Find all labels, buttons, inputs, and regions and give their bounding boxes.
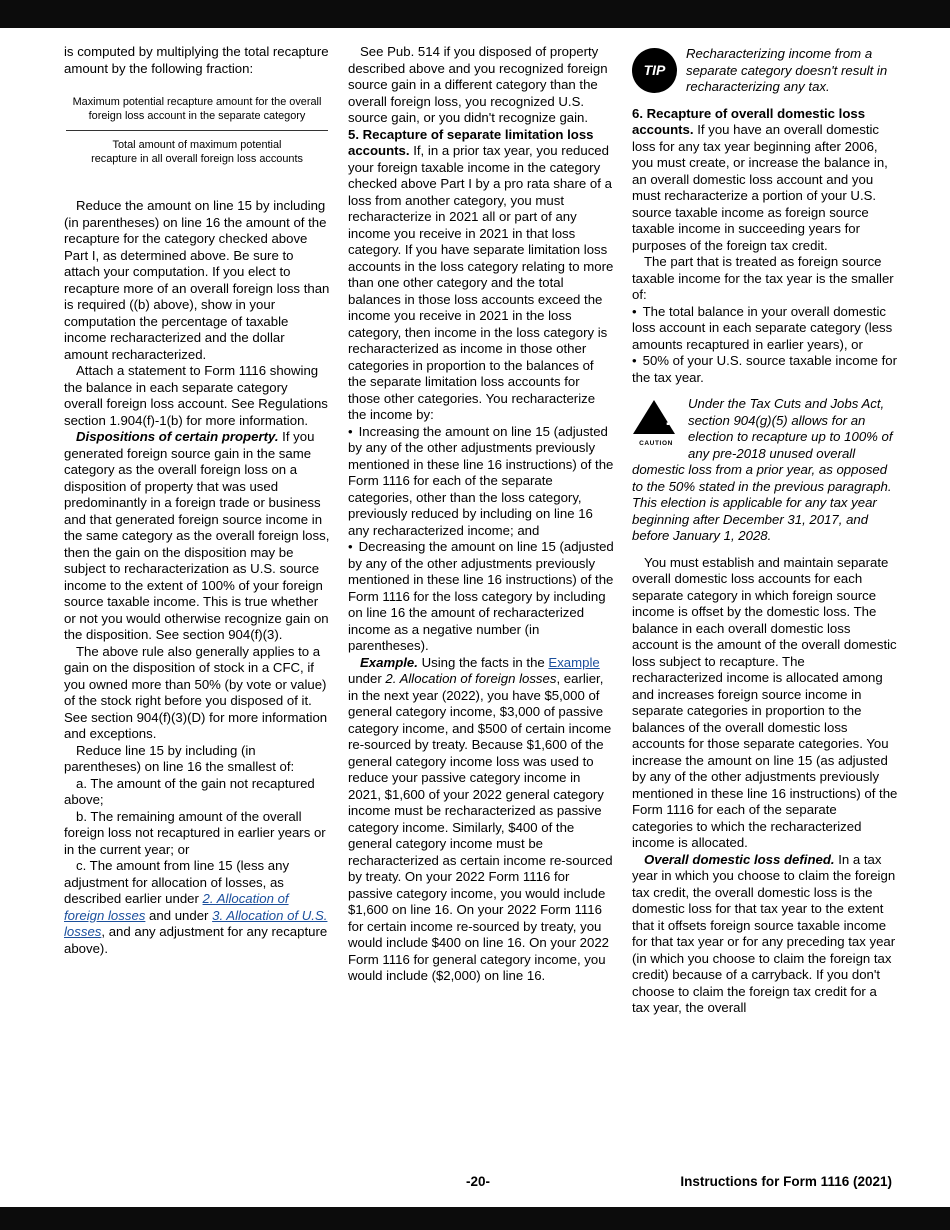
tip-text: Recharacterizing income from a separate category doesn't result in recharacterizing any tax. bbox=[686, 46, 888, 94]
list-item-c bbox=[64, 858, 330, 957]
tip-icon-label: TIP bbox=[643, 62, 666, 79]
page-number: -20- bbox=[465, 1174, 491, 1189]
paragraph-attach-statement: Attach a statement to Form 1116 showing the balance in each separate category overall foreign loss account. See Regulations section 1.904(f)-1(b) for more information. bbox=[64, 363, 328, 428]
link-allocation-of-us-losses[interactable]: 3. Allocation of U.S. losses bbox=[64, 907, 328, 939]
bullet-text: The total balance in your overall domestic loss account in each separate category (less amounts recaptured in earlier years), or bbox=[632, 303, 893, 352]
paragraph-text: If, in a prior tax year, you reduced your foreign taxable income in the category checked above Part I by a pro rata share of a loss from another category, you must recharacterize in 2021 all or part of any income you receive in 2021 in that loss category. If you have separate limitation loss accounts in the loss category relating to more than one other category and the total balances in those loss accounts exceed the income you receive in 2021 in the loss category, then income in the loss category is recharacterized as income in those other categories in proportion to the balances of the separate limitation loss accounts for those other categories. You recharacterize the income by: bbox=[348, 143, 614, 422]
page-content bbox=[0, 28, 950, 1017]
column-3 bbox=[632, 44, 898, 1017]
run-in-heading: Dispositions of certain property. bbox=[76, 429, 279, 444]
fraction-formula bbox=[66, 95, 328, 166]
bullet-decreasing bbox=[348, 539, 614, 655]
bullet-increasing bbox=[348, 424, 614, 540]
bullet-text: Decreasing the amount on line 15 (adjusted by any of the other adjustments previously mentioned in these line 16 instructions) of the Form 1116 for the loss category by including on line 16 the amount of recharacterized income as a negative number (in parentheses). bbox=[348, 539, 614, 653]
caution-exclamation: ! bbox=[665, 409, 671, 429]
caution-icon bbox=[632, 399, 680, 453]
fraction-numerator: Maximum potential recapture amount for the overall foreign loss account in the separate category bbox=[66, 95, 328, 131]
paragraph-text: , earlier, in the next year (2022), you have $5,000 of general category income, $3,000 of passive category income, and $500 of certain income re-sourced by treaty. Because $1,600 of the general category income loss was used to reduce your passive category income in 2021, $1,600 of your 2022 general category income must be recharacterized as passive category income. Similarly, $400 of the general category income must be recharacterized as certain income re-sourced by treaty. On your 2022 Form 1116 for passive category income, you would include $1,600 on line 16. On your 2022 Form 1116 for certain income re-sourced by treaty, you would include $400 on line 16. On your 2022 Form 1116 for general category income, you would include ($2,000) on line 16. bbox=[348, 671, 613, 983]
link-example[interactable]: Example bbox=[548, 654, 600, 670]
bullet-total-balance bbox=[632, 304, 898, 354]
caution-text: Under the Tax Cuts and Jobs Act, section 904(g)(5) allows for an election to recapture up to 100% of any pre-2018 unused overall domestic loss from a prior year, as opposed to the 50% stated in the previous paragraph. This election is applicable for any tax year beginning after December 31, 2017, and before January 1, 2028. bbox=[632, 396, 893, 543]
run-in-heading: Overall domestic loss defined. bbox=[644, 851, 835, 867]
item-c-text: c. The amount from line 15 (less any adjustment for allocation of losses, as described earlier under bbox=[64, 858, 290, 906]
list-item-b: b. The remaining amount of the overall foreign loss not recaptured in earlier years or in the current year; or bbox=[64, 808, 326, 857]
item-c-text: , and any adjustment for any recapture above). bbox=[64, 924, 328, 956]
bullet-fifty-percent bbox=[632, 353, 898, 386]
paragraph-text: Using the facts in the bbox=[421, 654, 549, 670]
paragraph-above-rule: The above rule also generally applies to a gain on the disposition of stock in a CFC, if you owned more than 50% (by vote or value) of the stock right before you disposed of it. See section 904(f)(3)(D) for more information and exceptions. bbox=[64, 643, 328, 741]
paragraph-text: In a tax year in which you choose to claim the foreign tax credit, the overall domestic loss is the domestic loss for that tax year to the extent that it offsets foreign source taxable income for that tax year or for any preceding tax year (in which you choose to claim the foreign tax credit) because of a carryback. If you don't choose to claim the foreign tax credit for a tax year, the overall bbox=[632, 851, 896, 1015]
paragraph-see-pub-514: See Pub. 514 if you disposed of property described above and you recognized foreign source gain in a different category than the overall foreign loss, you recognized U.S. source gain, or you didn't recognize gain. bbox=[348, 44, 608, 125]
paragraph-smallest-of: Reduce line 15 by including (in parentheses) on line 16 the smallest of: bbox=[64, 742, 295, 774]
example-paragraph bbox=[348, 655, 614, 985]
run-in-heading: Example. bbox=[360, 654, 418, 670]
bullet-text: Increasing the amount on line 15 (adjusted by any of the other adjustments previously mentioned in these line 16 instructions) of the Form 1116 for each of the separate categories, other than the loss category, previously reduced by including on line 16 any recharacterized income; and bbox=[348, 423, 614, 538]
section-6-paragraph bbox=[632, 106, 898, 255]
section-6-heading: 6. Recapture of overall domestic loss accounts. bbox=[632, 105, 866, 137]
caution-callout bbox=[632, 396, 898, 545]
page-footer bbox=[64, 1174, 892, 1191]
column-1 bbox=[64, 44, 330, 1017]
dispositions-paragraph bbox=[64, 429, 330, 644]
paragraph-part-treated: The part that is treated as foreign source taxable income for the tax year is the smaller of: bbox=[632, 254, 894, 302]
reference-allocation-of-foreign-losses: 2. Allocation of foreign losses bbox=[385, 671, 557, 686]
tip-callout bbox=[632, 46, 898, 96]
section-5-paragraph bbox=[348, 127, 614, 424]
column-2 bbox=[348, 44, 614, 1017]
fraction-denominator: Total amount of maximum potential recapture in all overall foreign loss accounts bbox=[91, 139, 303, 165]
list-item-a: a. The amount of the gain not recaptured above; bbox=[64, 775, 315, 807]
document-page bbox=[0, 28, 950, 1207]
paragraph-text: If you generated foreign source gain in the same category as the overall foreign loss on a disposition of property that was used predominantly in a foreign trade or business and that generated foreign source income in the same category as the overall foreign loss, then the gain on the disposition may be subject to recharacterization as U.S. source income to the extent of 100% of your foreign source taxable income. This is true whether or not you would otherwise recognize gain on the disposition. See section 904(f)(3). bbox=[64, 429, 330, 642]
odl-defined-paragraph bbox=[632, 852, 898, 1017]
paragraph-text: If you have an overall domestic loss for any tax year beginning after 2006, you must create, or increase the balance in, an overall domestic loss account and you must recharacterize a portion of your U.S. source taxable income as foreign source taxable income in succeeding years for purposes of the foreign tax credit. bbox=[632, 122, 888, 253]
tip-icon bbox=[632, 48, 677, 93]
item-c-text: and under bbox=[145, 907, 213, 923]
caution-icon-label: CAUTION bbox=[639, 440, 673, 447]
caution-triangle bbox=[632, 399, 680, 435]
paragraph-text: under bbox=[348, 671, 386, 686]
paragraph-reduce-line15: Reduce the amount on line 15 by including (in parentheses) on line 16 the amount of the recapture for the category checked above Part I, as determined above. Be sure to attach your computation. If you elect to recapture more of an overall foreign loss than is required ((b) above), show in your computation the percentage of taxable income recharacterized and the dollar amount recharacterized. bbox=[64, 198, 330, 362]
link-allocation-of-foreign-losses[interactable]: 2. Allocation of foreign losses bbox=[64, 891, 289, 923]
bullet-text: 50% of your U.S. source taxable income for the tax year. bbox=[632, 353, 897, 385]
paragraph-establish-accounts: You must establish and maintain separate overall domestic loss accounts for each separate category in which foreign source income is offset by the domestic loss. The balance in each overall domestic loss account is the amount of the overall domestic loss subject to recapture. The recharacterized income is allocated among and increases foreign source income in separate categories in proportion to the balances of the overall domestic loss accounts for those separate categories. You increase the amount on line 15 (as adjusted by any of the other adjustments previously mentioned in these line 16 instructions) of the Form 1116 for each of the separate categories to which the recharacterized income is allocated. bbox=[632, 554, 898, 850]
document-title: Instructions for Form 1116 (2021) bbox=[680, 1174, 892, 1189]
section-5-heading: 5. Recapture of separate limitation loss accounts. bbox=[348, 126, 594, 158]
paragraph-continuation: is computed by multiplying the total recapture amount by the following fraction: bbox=[64, 44, 329, 76]
